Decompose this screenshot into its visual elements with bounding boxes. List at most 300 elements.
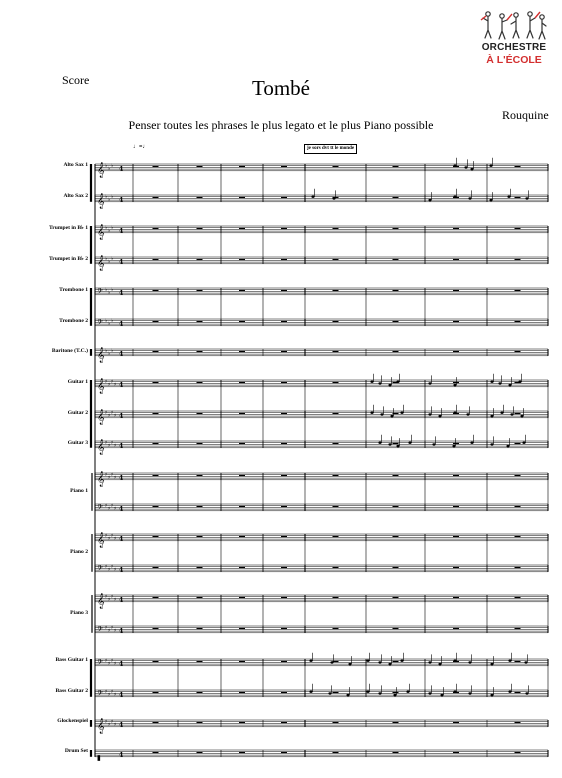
whole-rest — [453, 536, 459, 537]
whole-rest — [239, 382, 245, 383]
whole-rest — [153, 382, 159, 383]
whole-rest — [239, 321, 245, 322]
page-title: Tombé — [251, 76, 311, 100]
key-signature-accidental: ♯ — [114, 597, 117, 603]
whole-rest — [197, 351, 203, 352]
whole-rest — [153, 628, 159, 629]
time-signature: 4 — [119, 566, 124, 574]
key-signature-accidental: ♭ — [111, 225, 114, 231]
note-head — [428, 413, 431, 415]
whole-rest — [153, 567, 159, 568]
instrument-label: Trumpet in B♭ 1 — [48, 225, 88, 231]
note-head — [378, 661, 381, 663]
note-head — [378, 382, 381, 384]
whole-rest — [197, 413, 203, 414]
whole-rest — [153, 413, 159, 414]
whole-rest — [197, 752, 203, 753]
key-signature-accidental: ♯ — [114, 567, 117, 573]
whole-rest — [153, 752, 159, 753]
whole-rest — [515, 290, 521, 291]
note-head — [466, 413, 469, 415]
whole-rest — [333, 228, 339, 229]
note-head — [393, 694, 396, 696]
note-head — [508, 660, 511, 662]
key-signature-accidental: ♭ — [111, 256, 114, 262]
key-signature-accidental: ♯ — [108, 722, 111, 728]
whole-rest — [515, 752, 521, 753]
whole-rest — [197, 475, 203, 476]
whole-rest — [239, 661, 245, 662]
note-head — [490, 443, 493, 445]
whole-rest — [333, 382, 339, 383]
whole-rest — [197, 228, 203, 229]
whole-rest — [153, 166, 159, 167]
whole-rest — [515, 443, 521, 444]
instrument-label: Piano 1 — [70, 488, 88, 494]
whole-rest — [515, 413, 521, 414]
note-head — [453, 384, 456, 386]
whole-rest — [281, 166, 287, 167]
key-signature-accidental: ♭ — [105, 348, 108, 354]
instrument-label: Trumpet in B♭ 2 — [48, 256, 88, 262]
whole-rest — [453, 567, 459, 568]
whole-rest — [333, 475, 339, 476]
key-signature-accidental: ♭ — [105, 256, 108, 262]
whole-rest — [153, 197, 159, 198]
key-signature-accidental: ♯ — [105, 440, 108, 446]
whole-rest — [197, 536, 203, 537]
instrument-label: Guitar 1 — [67, 379, 88, 385]
whole-rest — [453, 259, 459, 260]
whole-rest — [197, 692, 203, 693]
whole-rest — [153, 692, 159, 693]
key-signature-accidental: ♯ — [111, 440, 114, 446]
whole-rest — [333, 506, 339, 507]
instrument-label: Guitar 2 — [67, 410, 88, 416]
note-head — [388, 384, 391, 386]
instrument-label: Drum Set — [64, 748, 88, 754]
whole-rest — [393, 228, 399, 229]
key-signature-accidental: ♯ — [111, 658, 114, 664]
whole-rest — [153, 228, 159, 229]
whole-rest — [333, 722, 339, 723]
time-signature: 4 — [119, 320, 124, 328]
instrument-label: Piano 2 — [70, 549, 88, 555]
time-signature: 4 — [119, 442, 124, 450]
key-signature-accidental: ♯ — [111, 410, 114, 416]
key-signature-accidental: ♯ — [108, 443, 111, 449]
clef: 𝄞 — [97, 471, 105, 487]
time-signature: 4 — [119, 474, 124, 482]
whole-rest — [393, 259, 399, 260]
time-signature: 4 — [119, 350, 124, 358]
time-signature: 4 — [119, 505, 124, 513]
key-signature-accidental: ♯ — [111, 719, 114, 725]
note-head — [311, 196, 314, 198]
time-signature: 4 — [119, 258, 124, 266]
whole-rest — [153, 321, 159, 322]
note-head — [522, 442, 525, 444]
note-head — [428, 661, 431, 663]
whole-rest — [333, 259, 339, 260]
note-head — [508, 691, 511, 693]
whole-rest — [281, 752, 287, 753]
whole-rest — [281, 722, 287, 723]
whole-rest — [393, 692, 399, 693]
note-head — [452, 445, 455, 447]
key-signature-accidental: ♯ — [105, 533, 108, 539]
clef: 𝄢 — [97, 287, 103, 298]
whole-rest — [239, 628, 245, 629]
time-signature: 4 — [119, 691, 124, 699]
key-signature-accidental: ♭ — [108, 228, 111, 234]
note-head — [508, 384, 511, 386]
whole-rest — [515, 166, 521, 167]
whole-rest — [393, 321, 399, 322]
key-signature-accidental: ♯ — [114, 722, 117, 728]
whole-rest — [515, 351, 521, 352]
note-head — [366, 660, 369, 662]
time-signature: 4 — [119, 196, 124, 204]
note-head — [370, 412, 373, 414]
note-head — [330, 661, 333, 663]
key-signature-accidental: ♭ — [111, 348, 114, 354]
key-signature-accidental: ♯ — [105, 625, 108, 631]
whole-rest — [281, 628, 287, 629]
whole-rest — [281, 413, 287, 414]
key-signature-accidental: ♭ — [111, 194, 114, 200]
key-signature-accidental: ♯ — [114, 382, 117, 388]
whole-rest — [333, 628, 339, 629]
whole-rest — [197, 506, 203, 507]
note-head — [453, 691, 456, 693]
clef: 𝄢 — [97, 625, 103, 636]
whole-rest — [197, 597, 203, 598]
key-signature-accidental: ♭ — [108, 166, 111, 172]
key-signature-accidental: ♯ — [108, 506, 111, 512]
key-signature-accidental: ♯ — [105, 503, 108, 509]
whole-rest — [239, 536, 245, 537]
whole-rest — [393, 506, 399, 507]
clef: 𝄞 — [97, 378, 105, 394]
note-head — [438, 663, 441, 665]
note-head — [396, 381, 399, 383]
clef: 𝄞 — [97, 532, 105, 548]
note-head — [370, 381, 373, 383]
key-signature-accidental: ♭ — [108, 321, 111, 327]
whole-rest — [281, 321, 287, 322]
instrument-label: Guitar 3 — [67, 440, 88, 446]
whole-rest — [197, 382, 203, 383]
key-signature-accidental: ♯ — [108, 413, 111, 419]
clef: 𝄢 — [97, 689, 103, 700]
whole-rest — [515, 259, 521, 260]
key-signature-accidental: ♯ — [111, 472, 114, 478]
whole-rest — [333, 290, 339, 291]
time-signature: 4 — [119, 535, 124, 543]
note-head — [500, 412, 503, 414]
whole-rest — [333, 166, 339, 167]
key-signature-accidental: ♭ — [111, 163, 114, 169]
whole-rest — [333, 597, 339, 598]
time-signature: 4 — [119, 227, 124, 235]
composer-name: Rouquine — [502, 108, 549, 122]
whole-rest — [239, 752, 245, 753]
key-signature-accidental: ♭ — [111, 287, 114, 293]
whole-rest — [281, 259, 287, 260]
note-head — [390, 415, 393, 417]
note-head — [328, 692, 331, 694]
whole-rest — [281, 506, 287, 507]
note-head — [332, 197, 335, 199]
instrument-label: Trombone 1 — [59, 287, 88, 293]
whole-rest — [239, 351, 245, 352]
whole-rest — [453, 290, 459, 291]
whole-rest — [453, 752, 459, 753]
whole-rest — [153, 661, 159, 662]
note-head — [470, 442, 473, 444]
whole-rest — [393, 197, 399, 198]
whole-rest — [453, 475, 459, 476]
clef: 𝄞 — [97, 224, 105, 240]
time-signature: 4 — [119, 165, 124, 173]
key-signature-accidental: ♯ — [114, 506, 117, 512]
note-head — [507, 196, 510, 198]
tempo-marking: ♩=♩ — [133, 144, 149, 150]
note-head — [366, 691, 369, 693]
clef: 𝄢 — [97, 318, 103, 329]
whole-rest — [515, 506, 521, 507]
note-head — [428, 692, 431, 694]
note-head — [490, 381, 493, 383]
key-signature-accidental: ♯ — [105, 594, 108, 600]
instrument-label: Bass Guitar 1 — [55, 657, 88, 663]
whole-rest — [453, 228, 459, 229]
key-signature-accidental: ♯ — [111, 379, 114, 385]
key-signature-accidental: ♭ — [111, 318, 114, 324]
whole-rest — [281, 597, 287, 598]
key-signature-accidental: ♯ — [105, 564, 108, 570]
whole-rest — [393, 567, 399, 568]
whole-rest — [239, 259, 245, 260]
key-signature-accidental: ♭ — [108, 259, 111, 265]
note-head — [489, 165, 492, 167]
note-head — [309, 691, 312, 693]
note-head — [453, 196, 456, 198]
whole-rest — [515, 536, 521, 537]
key-signature-accidental: ♭ — [105, 163, 108, 169]
time-signature: 4 — [119, 627, 124, 635]
time-signature: 4 — [119, 412, 124, 420]
note-head — [406, 691, 409, 693]
whole-rest — [453, 382, 459, 383]
whole-rest — [515, 197, 521, 198]
whole-rest — [333, 413, 339, 414]
note-head — [388, 443, 391, 445]
note-head — [378, 442, 381, 444]
key-signature-accidental: ♯ — [111, 503, 114, 509]
key-signature-accidental: ♯ — [105, 472, 108, 478]
key-signature-accidental: ♯ — [108, 692, 111, 698]
whole-rest — [393, 597, 399, 598]
whole-rest — [281, 536, 287, 537]
note-head — [408, 442, 411, 444]
whole-rest — [281, 197, 287, 198]
key-signature-accidental: ♯ — [105, 719, 108, 725]
note-head — [453, 412, 456, 414]
whole-rest — [153, 506, 159, 507]
note-head — [506, 445, 509, 447]
whole-rest — [393, 290, 399, 291]
key-signature-accidental: ♭ — [108, 290, 111, 296]
instrument-label: Trombone 2 — [59, 318, 88, 324]
whole-rest — [239, 413, 245, 414]
instrument-label: Baritone (T.C.) — [51, 348, 88, 354]
subtitle: Penser toutes les phrases le plus legato et le plus Piano possible — [128, 118, 434, 132]
note-head — [378, 692, 381, 694]
clef: 𝄞 — [97, 593, 105, 609]
key-signature-accidental: ♯ — [114, 628, 117, 634]
whole-rest — [333, 536, 339, 537]
key-signature-accidental: ♯ — [108, 628, 111, 634]
whole-rest — [515, 597, 521, 598]
note-head — [498, 382, 501, 384]
whole-rest — [393, 166, 399, 167]
clef: 𝄞 — [97, 347, 105, 363]
instrument-label: Alto Sax 2 — [63, 193, 88, 199]
key-signature-accidental: ♯ — [114, 661, 117, 667]
whole-rest — [197, 628, 203, 629]
whole-rest — [239, 475, 245, 476]
whole-rest — [393, 722, 399, 723]
whole-rest — [515, 692, 521, 693]
whole-rest — [515, 722, 521, 723]
whole-rest — [197, 197, 203, 198]
whole-rest — [281, 351, 287, 352]
note-head — [400, 412, 403, 414]
time-signature: 4 — [119, 660, 124, 668]
whole-rest — [153, 351, 159, 352]
whole-rest — [453, 628, 459, 629]
note-head — [468, 661, 471, 663]
time-signature: 4 — [119, 751, 124, 759]
key-signature-accidental: ♯ — [111, 689, 114, 695]
whole-rest — [333, 692, 339, 693]
whole-rest — [281, 443, 287, 444]
score-label: Score — [62, 73, 90, 87]
clef: 𝄞 — [97, 162, 105, 178]
whole-rest — [333, 752, 339, 753]
clef: 𝄢 — [97, 658, 103, 669]
clef: 𝄞 — [97, 718, 105, 734]
note-head — [453, 165, 456, 167]
key-signature-accidental: ♭ — [105, 194, 108, 200]
note-head — [490, 694, 493, 696]
whole-rest — [197, 259, 203, 260]
key-signature-accidental: ♯ — [114, 443, 117, 449]
note-head — [348, 663, 351, 665]
whole-rest — [239, 597, 245, 598]
note-head — [346, 694, 349, 696]
key-signature-accidental: ♯ — [105, 689, 108, 695]
whole-rest — [239, 166, 245, 167]
whole-rest — [239, 197, 245, 198]
whole-rest — [333, 567, 339, 568]
note-head — [438, 415, 441, 417]
whole-rest — [453, 722, 459, 723]
clef: 𝄞 — [97, 255, 105, 271]
whole-rest — [239, 567, 245, 568]
whole-rest — [333, 443, 339, 444]
note-head — [490, 663, 493, 665]
whole-rest — [281, 567, 287, 568]
note-head — [396, 445, 399, 447]
whole-rest — [197, 722, 203, 723]
time-signature: 4 — [119, 289, 124, 297]
whole-rest — [239, 722, 245, 723]
whole-rest — [515, 321, 521, 322]
whole-rest — [333, 321, 339, 322]
note-head — [309, 660, 312, 662]
note-head — [453, 660, 456, 662]
key-signature-accidental: ♭ — [105, 225, 108, 231]
note-head — [428, 199, 431, 201]
whole-rest — [453, 506, 459, 507]
whole-rest — [239, 692, 245, 693]
whole-rest — [393, 351, 399, 352]
note-head — [432, 443, 435, 445]
clef: 𝄞 — [97, 409, 105, 425]
note-head — [525, 692, 528, 694]
note-head — [489, 199, 492, 201]
note-head — [388, 663, 391, 665]
instrument-label: Piano 3 — [70, 610, 88, 616]
whole-rest — [393, 475, 399, 476]
note-head — [440, 694, 443, 696]
key-signature-accidental: ♯ — [114, 413, 117, 419]
whole-rest — [515, 567, 521, 568]
logo-line-1: ORCHESTRE — [481, 42, 547, 53]
whole-rest — [281, 692, 287, 693]
whole-rest — [153, 597, 159, 598]
whole-rest — [197, 443, 203, 444]
rehearsal-mark: je sors dvt tt le monde — [304, 144, 357, 154]
whole-rest — [281, 661, 287, 662]
whole-rest — [197, 166, 203, 167]
note-head — [525, 197, 528, 199]
time-signature: 4 — [119, 596, 124, 604]
note-head — [520, 415, 523, 417]
key-signature-accidental: ♯ — [105, 658, 108, 664]
instrument-label: Glockenspiel — [57, 718, 88, 724]
key-signature-accidental: ♯ — [108, 661, 111, 667]
whole-rest — [393, 752, 399, 753]
whole-rest — [153, 443, 159, 444]
whole-rest — [281, 290, 287, 291]
whole-rest — [281, 475, 287, 476]
whole-rest — [197, 290, 203, 291]
clef: 𝄢 — [97, 503, 103, 514]
key-signature-accidental: ♯ — [114, 536, 117, 542]
note-head — [468, 692, 471, 694]
key-signature-accidental: ♯ — [114, 475, 117, 481]
note-head — [510, 413, 513, 415]
whole-rest — [153, 475, 159, 476]
whole-rest — [453, 351, 459, 352]
whole-rest — [393, 443, 399, 444]
key-signature-accidental: ♯ — [108, 382, 111, 388]
whole-rest — [197, 567, 203, 568]
